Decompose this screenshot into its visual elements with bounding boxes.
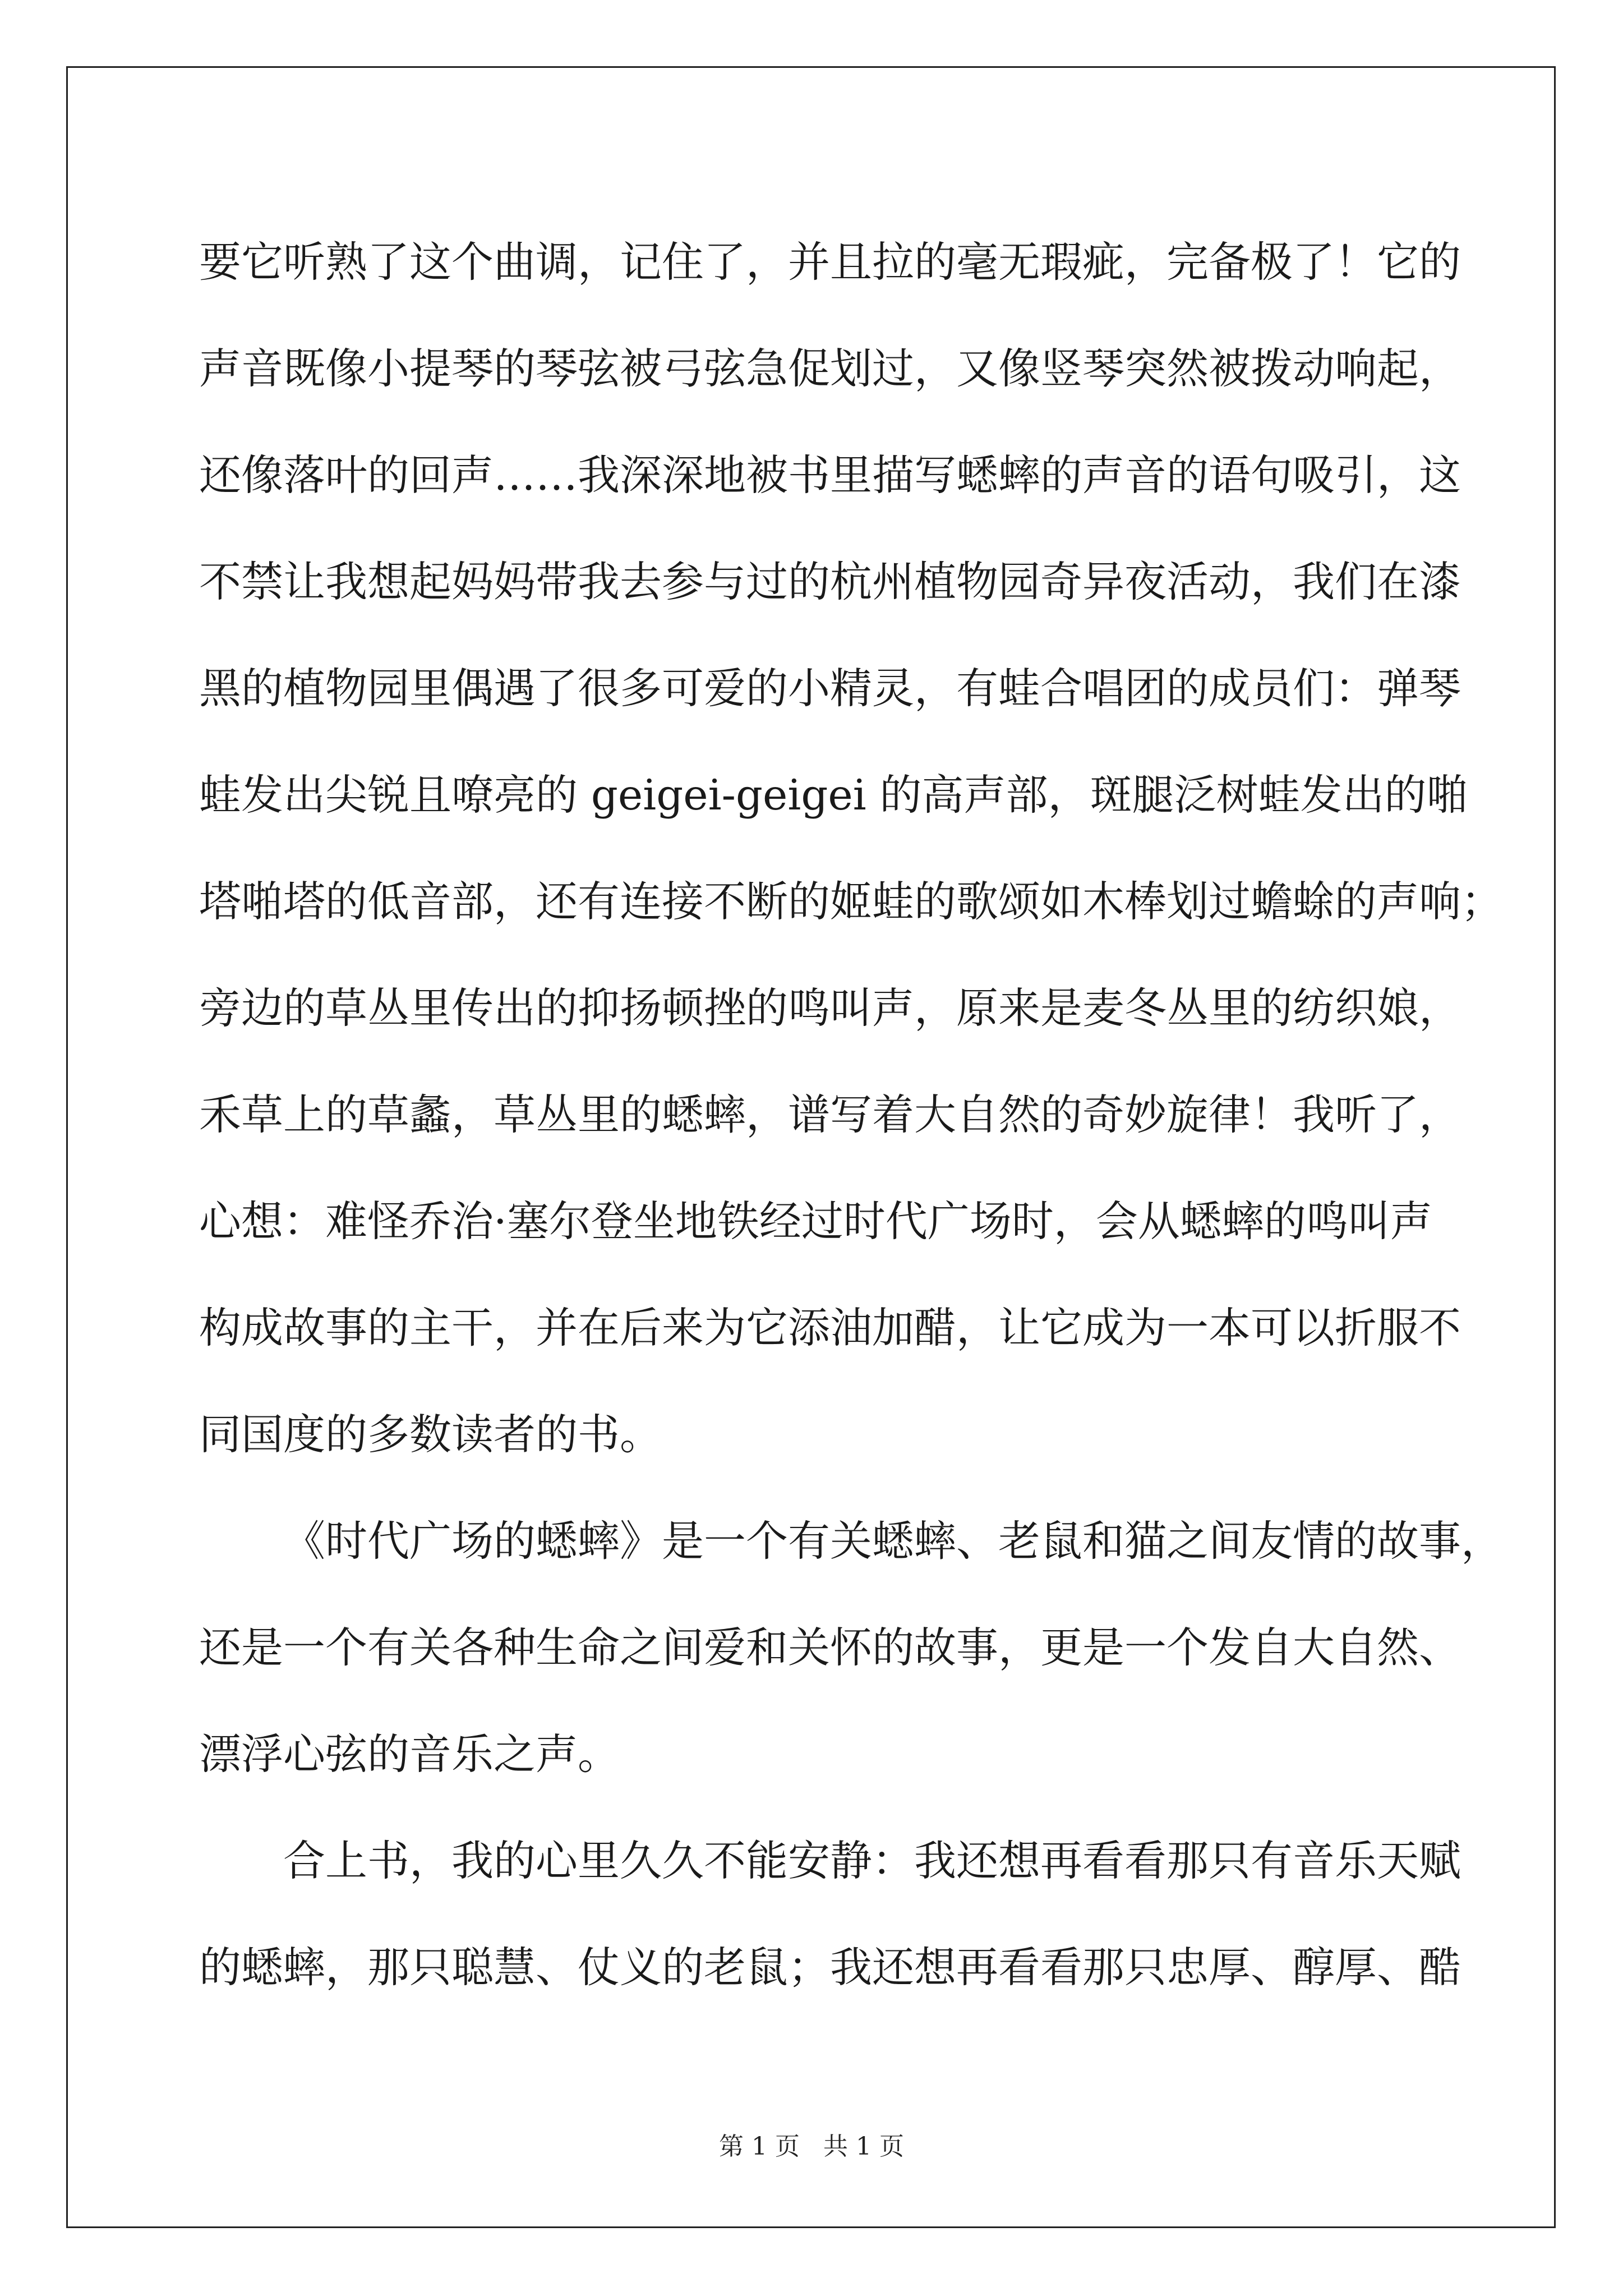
text-line: 合上书，我的心里久久不能安静：我还想再看看那只有音乐天赋	[283, 1836, 1461, 1885]
page-number: 第 1 页	[719, 2132, 800, 2161]
page-footer	[0, 2126, 1623, 2162]
text-line: 《时代广场的蟋蟀》是一个有关蟋蟀、老鼠和猫之间友情的故事，	[283, 1516, 1504, 1566]
document-body	[199, 209, 1504, 2021]
text-line: 不禁让我想起妈妈带我去参与过的杭州植物园奇异夜活动，我们在漆	[199, 557, 1461, 606]
text-line: 还是一个有关各种生命之间爱和关怀的故事，更是一个发自大自然、	[199, 1623, 1461, 1672]
text-line: 还像落叶的回声……我深深地被书里描写蟋蟀的声音的语句吸引，这	[199, 450, 1461, 500]
page-total: 共 1 页	[823, 2132, 904, 2161]
text-line: 旁边的草丛里传出的抑扬顿挫的鸣叫声，原来是麦冬丛里的纺织娘，	[199, 983, 1461, 1033]
text-line: 构成故事的主干，并在后来为它添油加醋，让它成为一本可以折服不	[199, 1303, 1461, 1352]
text-line: 的蟋蟀，那只聪慧、仗义的老鼠；我还想再看看那只忠厚、醇厚、酷	[199, 1943, 1461, 1992]
text-line: 心想：难怪乔治·塞尔登坐地铁经过时代广场时，会从蟋蟀的鸣叫声	[199, 1197, 1432, 1246]
text-line: 塔啪塔的低音部，还有连接不断的姬蛙的歌颂如木棒划过蟾蜍的声响；	[199, 877, 1504, 926]
text-line: 蛙发出尖锐且嘹亮的 geigei-geigei 的高声部，斑腿泛树蛙发出的啪	[199, 770, 1469, 820]
text-line: 声音既像小提琴的琴弦被弓弦急促划过，又像竖琴突然被拨动响起，	[199, 344, 1461, 393]
text-line: 黑的植物园里偶遇了很多可爱的小精灵，有蛙合唱团的成员们：弹琴	[199, 664, 1461, 713]
text-line: 同国度的多数读者的书。	[199, 1410, 662, 1459]
text-line: 禾草上的草蠡，草丛里的蟋蟀，谱写着大自然的奇妙旋律！我听了，	[199, 1090, 1461, 1139]
text-line: 漂浮心弦的音乐之声。	[199, 1729, 620, 1779]
text-line: 要它听熟了这个曲调，记住了，并且拉的毫无瑕疵，完备极了！它的	[199, 237, 1461, 287]
